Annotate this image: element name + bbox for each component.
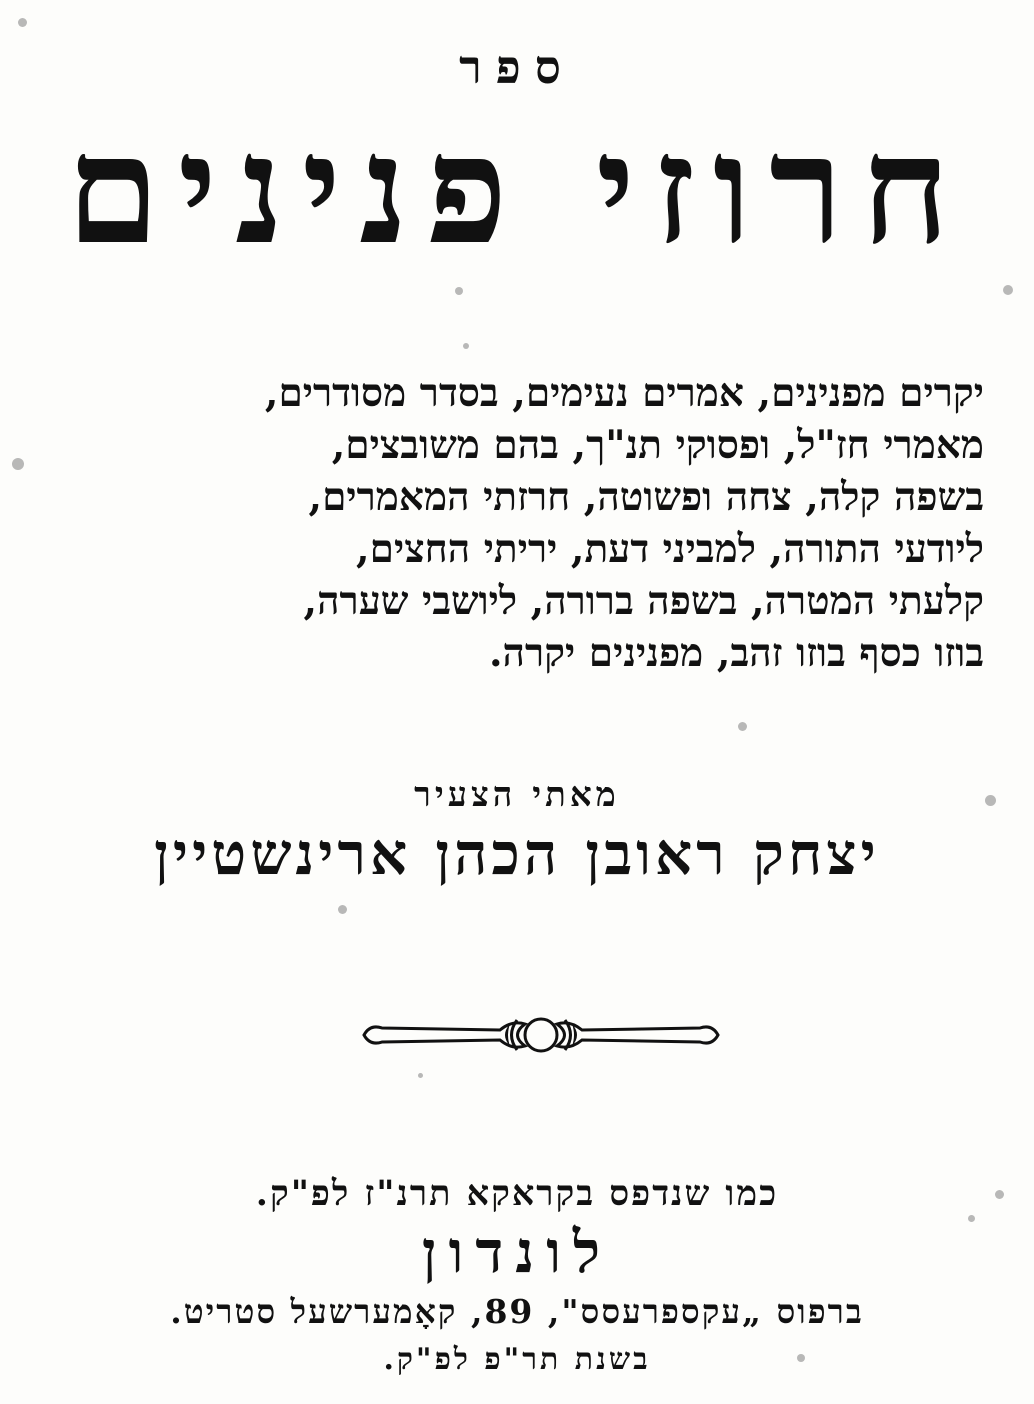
- author-credit-label: מאתי הצעיר: [414, 775, 620, 815]
- ornament-divider: [360, 1010, 722, 1060]
- scan-speck: [338, 905, 347, 914]
- book-label: ספר: [459, 40, 575, 94]
- description-line: בוזו כסף בוזו זהב, מפנינים יקרה.: [488, 630, 984, 676]
- description-line: מאמרי חז"ל, ופסוקי תנ"ך, בהם משובצים,: [331, 422, 984, 468]
- printer-address: ברפוס „עקספרעסס", 89, קאָמערשעל סטריט.: [170, 1292, 864, 1331]
- description-line: קלעתי המטרה, בשפה ברורה, ליושבי שערה,: [303, 578, 984, 624]
- description-line: יקרים מפנינים, אמרים נעימים, בסדר מסודרים,: [264, 370, 984, 416]
- publication-city: לונדון: [421, 1218, 613, 1286]
- description-line: בשפה קלה, צחה ופשוטה, חרזתי המאמרים,: [308, 474, 984, 520]
- scan-speck: [738, 722, 747, 731]
- scan-speck: [418, 1073, 423, 1078]
- scan-speck: [463, 343, 469, 349]
- author-name: יצחק ראובן הכהן ארינשטיין: [154, 820, 880, 888]
- description-line: ליודעי התורה, למביני דעת, יריתי החצים,: [356, 526, 984, 572]
- reprint-note: כמו שנדפס בקראקא תרנ"ז לפ"ק.: [255, 1173, 779, 1214]
- scan-speck: [1003, 285, 1013, 295]
- scan-speck: [18, 18, 27, 27]
- book-title: חרוזי פנינים: [66, 102, 968, 278]
- publication-year: בשנת תר"פ לפ"ק.: [383, 1342, 651, 1377]
- scan-speck: [12, 458, 24, 470]
- scan-speck: [455, 287, 463, 295]
